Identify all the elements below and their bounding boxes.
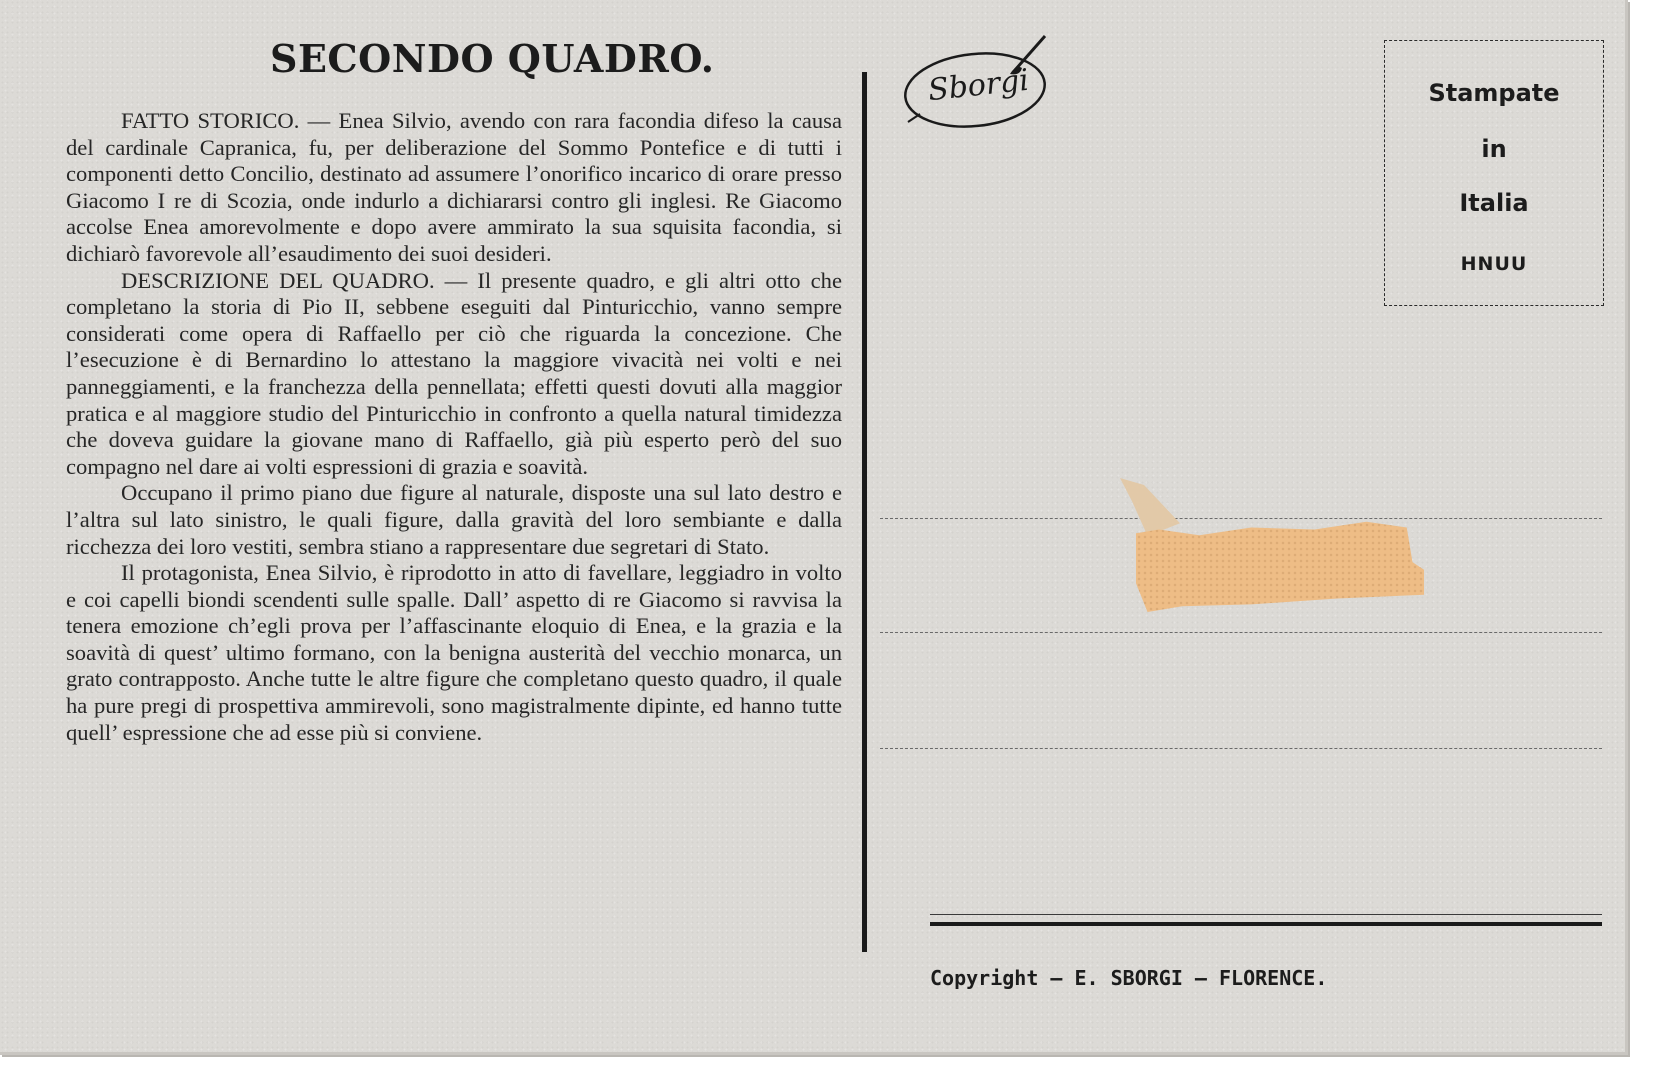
- torn-paper-flap: [1120, 478, 1180, 536]
- address-line-3: [880, 748, 1602, 749]
- stamp-text-line2: in: [1481, 135, 1507, 163]
- paragraph-painting-description: DESCRIZIONE DEL QUADRO. — Il presente quadro, e gli altri otto che completano la storia di Pio II, sebbene eseguiti dal Pinturicchio, vanno sempre considerati come opera di Raffaello per ciò che riguarda la concezione. Che l’esecuzione è di Bernardino lo attestano la maggiore vivacità nei volti e nei panneggiamenti, e la franchezza della pennellata; effetti questi dovuti alla maggior pratica e al maggiore studio del Pinturicchio in confronto a quella natural timidezza che doveva guidare la giovane mano di Raffaello, già più esperto però del suo compagno nel dare ai volti espressioni di grazia e soavità.: [66, 267, 842, 479]
- description-text: [66, 108, 842, 746]
- copyright-text: Copyright — E. SBORGI — FLORENCE.: [930, 966, 1328, 990]
- vertical-divider: [862, 72, 867, 952]
- page-title: SECONDO QUADRO.: [270, 36, 715, 81]
- address-line-2: [880, 632, 1602, 633]
- stamp-text-line3: Italia: [1459, 189, 1529, 217]
- address-line-4: [930, 914, 1602, 915]
- address-rule-thick: [930, 922, 1602, 926]
- adhesive-tape-remnant: [1136, 516, 1424, 612]
- paragraph-historical-fact: FATTO STORICO. — Enea Silvio, avendo con rara facondia difeso la causa del cardinale Capranica, fu, per deliberazione del Sommo Pontefice e di tutti i componenti detto Concilio, destinato ad assumere l’onorifico incarico di orare presso Giacomo I re di Scozia, onde indurlo a dichiararsi contro gli inglesi. Re Giacomo accolse Enea amorevolmente e dopo avere ammirato la sua squisita facondia, si dichiarò favorevole all’esaudimento dei suoi desideri.: [66, 108, 842, 266]
- stamp-text-line1: Stampate: [1428, 79, 1560, 107]
- paragraph-figures: Occupano il primo piano due figure al naturale, disposte una sul lato destro e l’altra sul lato sinistro, le quali figure, dalla gravità del loro sembiante e dalla ricchezza dei loro vestiti, sembra stiano a rappresentare due segretari di Stato.: [66, 480, 842, 559]
- stamp-box: [1384, 40, 1604, 306]
- paragraph-protagonist: Il protagonista, Enea Silvio, è riprodotto in atto di favellare, leggiadro in volto e coi capelli biondi scendenti sulle spalle. Dall’ aspetto di re Giacomo si ravvisa la tenera emozione ch’egli prova per l’affascinante eloquio di Enea, e la grazia e la soavità di quest’ ultimo formano, con la benigna austerità del vecchio monarca, un grato contrapposto. Anche tutte le altre figure che completano questo quadro, il quale ha pure pregi di prospettiva ammirevoli, sono magistralmente dipinte, ed hanno tutte quell’ espressione che ad esse più si conviene.: [66, 560, 842, 745]
- logo-text: Sborgi: [926, 62, 1031, 109]
- address-line-1: [880, 518, 1602, 519]
- publisher-logo: [900, 30, 1060, 140]
- stamp-code: HNUU: [1460, 253, 1528, 275]
